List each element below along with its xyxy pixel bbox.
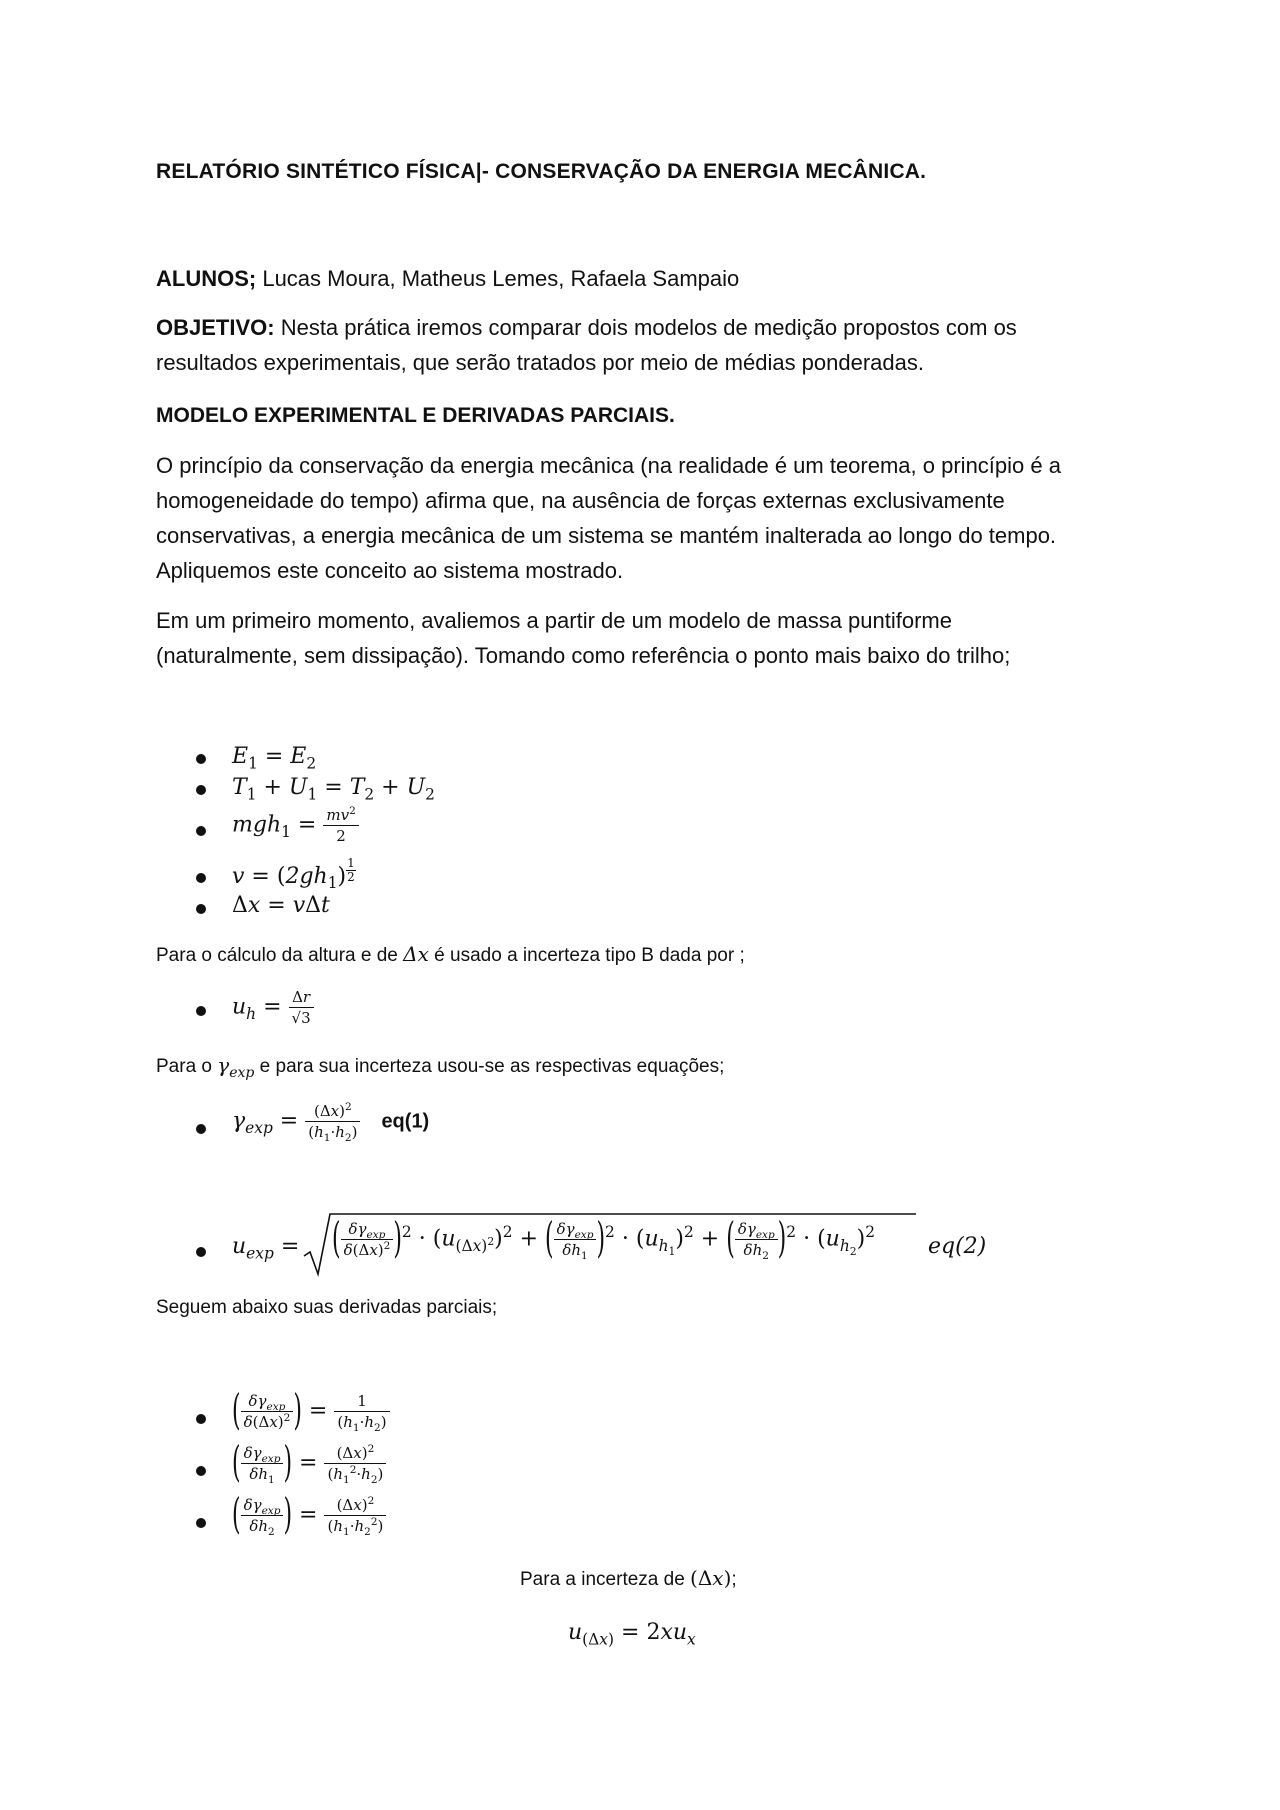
paragraph-2-line-1: Em um primeiro momento, avaliemos a partir de um modelo de massa puntiforme xyxy=(156,608,952,633)
bullet xyxy=(196,904,206,914)
equation-gamma-exp: $\gamma_{exp}$ = $\frac{(\Delta x)^2}{(h_1\cdot h_2)}$ eq(1) xyxy=(232,1101,430,1144)
bullet xyxy=(196,1124,206,1134)
document-title: RELATÓRIO SINTÉTICO FÍSICA|- CONSERVAÇÃO DA ENERGIA MECÂNICA. xyxy=(156,160,927,183)
objective-line-1: OBJETIVO: Nesta prática iremos comparar dois modelos de medição propostos com os xyxy=(156,315,1017,340)
bullet xyxy=(196,1247,206,1257)
equation-displacement: Δx = vΔt xyxy=(232,893,330,918)
equation-partial-h1: ( $\frac{\delta\gamma_{exp}}{\delta h_1}$ ) = $\frac{(\Delta x)^2}{(h_1^2\cdot h_2)}$ xyxy=(232,1444,386,1483)
paragraph-1-line-1: O princípio da conservação da energia mecânica (na realidade é um teorema, o princípio é a xyxy=(156,453,1061,478)
objective-label: OBJETIVO: xyxy=(156,315,275,340)
bullet xyxy=(196,1414,206,1424)
equation-velocity: $v = (2gh_1)$ $^{\frac{1}{2}}$ xyxy=(232,856,355,893)
derivatives-text: Seguem abaixo suas derivadas parciais; xyxy=(156,1297,498,1318)
paragraph-2-line-2: (naturalmente, sem dissipação). Tomando como referência o ponto mais baixo do trilho; xyxy=(156,643,1011,668)
paragraph-1-line-2: homogeneidade do tempo) afirma que, na ausência de forças externas exclusivamente xyxy=(156,488,1005,513)
equation-uexp-lhs: $u_{exp}$ = xyxy=(232,1234,300,1263)
bullet xyxy=(196,1518,206,1528)
students-names: Lucas Moura, Matheus Lemes, Rafaela Sampaio xyxy=(256,266,740,291)
equation-partial-h2: ( $\frac{\delta\gamma_{exp}}{\delta h_2}$ ) = $\frac{(\Delta x)^2}{(h_1\cdot h_2^2)}$ xyxy=(232,1496,386,1535)
gamma-text: Para o $\gamma_{exp}$ e para sua incerteza usou-se as respectivas equações; xyxy=(156,1053,725,1081)
paragraph-1-line-4: Apliquemos este conceito ao sistema mostrado. xyxy=(156,558,624,583)
bullet xyxy=(196,754,206,764)
equation-mgh: mgh$_1$ = $\frac{mv^2}{2}$ xyxy=(232,806,359,845)
paragraph-1-line-3: conservativas, a energia mecânica de um sistema se mantém inalterada ao longo do tempo. xyxy=(156,523,1057,548)
bullet xyxy=(196,1466,206,1476)
students-line xyxy=(156,261,739,296)
uncertainty-dx-text: Para a incerteza de (Δx); xyxy=(520,1566,737,1590)
eq1-tag: eq(1) xyxy=(381,1110,430,1133)
eq2-tag: eq(2) xyxy=(928,1234,987,1259)
students-label: ALUNOS; xyxy=(156,266,257,291)
equation-uexp-rhs: ( $\frac{\delta\gamma_{exp}}{\delta(\Delta x)^2}$ )$^2 \cdot (u_{(\Delta x)^2})^2$ + ( $\frac{\delta\gamma_{exp}}{\delta h_1}$ )$^2 \cdot (u_{h_1})^2$ + ( $\frac{\delta\gamma_{exp}}{\delta h_2}$ )$^2 \cdot (u_{h_2})^2$ xyxy=(332,1215,875,1264)
equation-u-dx: $u_{(\Delta x)} = 2xu_x$ xyxy=(568,1620,696,1649)
objective-line-2: resultados experimentais, que serão tratados por meio de médias ponderadas. xyxy=(156,350,925,375)
bullet xyxy=(196,785,206,795)
bullet xyxy=(196,1006,206,1016)
equation-partial-dx: ( $\frac{\delta\gamma_{exp}}{\delta(\Delta x)^2}$ ) = $\frac{1}{(h_1\cdot h_2)}$ xyxy=(232,1392,390,1431)
equation-uh: $u_h$ = $\frac{\Delta r}{√3}$ xyxy=(232,988,314,1027)
bullet xyxy=(196,873,206,883)
equation-kinetic-potential: $T_1 + U_1 = T_2 + U_2$ xyxy=(232,775,435,804)
uncertainty-b-text: Para o cálculo da altura e de Δx é usado a incerteza tipo B dada por ; xyxy=(156,942,745,966)
equation-energy-equal: $E_1 = E_2$ xyxy=(232,744,317,773)
bullet xyxy=(196,826,206,836)
section-heading: MODELO EXPERIMENTAL E DERIVADAS PARCIAIS. xyxy=(156,404,675,427)
